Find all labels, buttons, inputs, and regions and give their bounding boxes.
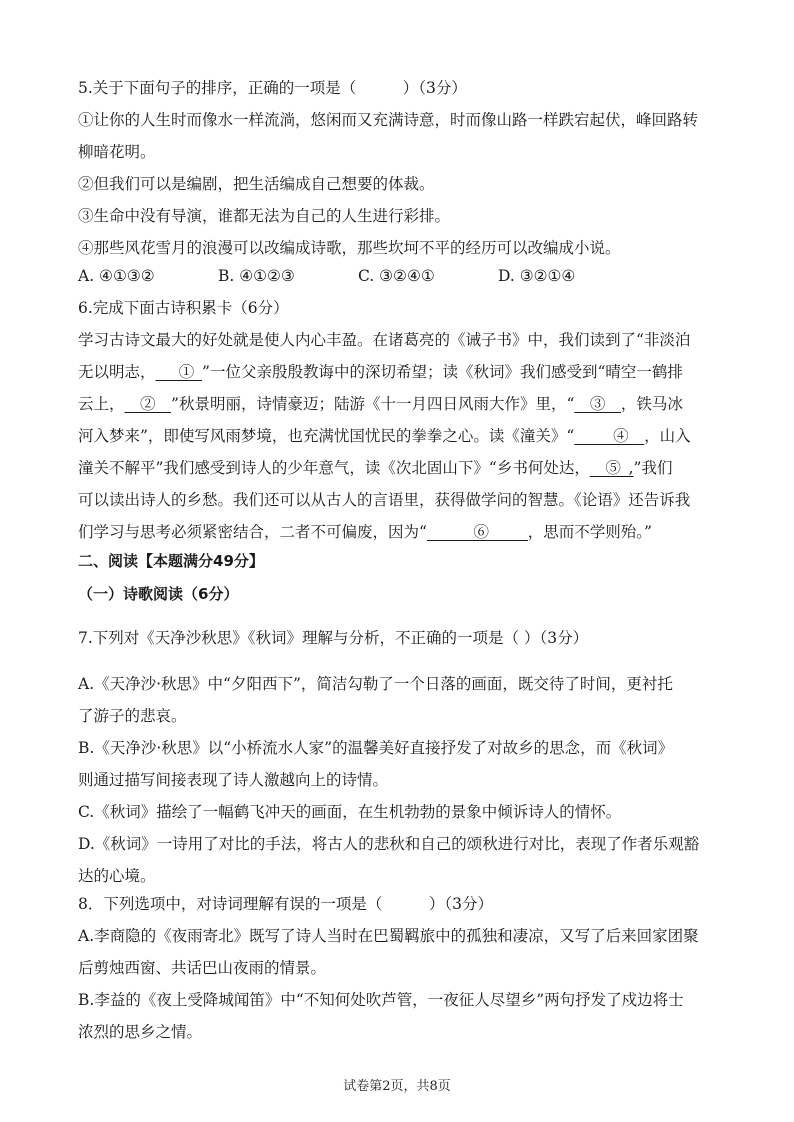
q7-option-d[interactable]: D.《秋词》一诗用了对比的手法，将古人的悲秋和自己的颂秋进行对比，表现了作者乐观豁 <box>78 835 700 853</box>
q6-stem: 6.完成下面古诗积累卡（6分） <box>78 299 289 317</box>
q6-line-5 <box>78 458 672 478</box>
blank-2[interactable]: __②__ <box>124 395 172 413</box>
q6-line-7 <box>78 522 652 542</box>
blank-3[interactable]: __③__ <box>574 395 621 413</box>
q6-text: ”一位父亲殷殷教诲中的深切希望；读《秋词》我们感受到“晴空一鹤排 <box>202 363 683 381</box>
q8-option-a[interactable]: A.李商隐的《夜雨寄北》既写了诗人当时在巴蜀羁旅中的孤独和凄凉，又写了后来回家团聚 <box>78 927 699 945</box>
q5-sentence-4: ④那些风花雪月的浪漫可以改编成诗歌，那些坎坷不平的经历可以改编成小说。 <box>78 239 621 257</box>
blank-4[interactable]: _____④__ <box>574 427 645 445</box>
q8-stem: 8．下列选项中，对诗词理解有误的一项是（ ）（3分） <box>78 895 493 913</box>
blank-6[interactable]: ______⑥_____ <box>426 523 528 541</box>
q5-options <box>78 266 575 286</box>
q7-option-c[interactable]: C.《秋词》描绘了一幅鹤飞冲天的画面，在生机勃勃的景象中倾诉诗人的情怀。 <box>78 803 622 821</box>
q5-sentence-2: ②但我们可以是编剧，把生活编成自己想要的体裁。 <box>78 175 435 193</box>
q5-sentence-1: ①让你的人生时而像水一样流淌，悠闲而又充满诗意，时而像山路一样跌宕起伏，峰回路转 <box>78 111 699 129</box>
q6-text: ”我们 <box>633 459 673 477</box>
q7-option-b-cont: 则通过描写间接表现了诗人激越向上的诗情。 <box>78 771 389 789</box>
subsection-title: （一）诗歌阅读（6分） <box>78 585 239 603</box>
q6-line-2 <box>78 362 683 382</box>
blank-1[interactable]: ___①_ <box>155 363 203 381</box>
q6-line-3 <box>78 394 683 414</box>
q6-line-6: 可以读出诗人的乡愁。我们还可以从古人的言语里，获得做学问的智慧。《论语》还告诉我 <box>78 491 691 509</box>
blank-5[interactable]: __⑤_, <box>589 459 634 477</box>
q6-line-4 <box>78 426 691 446</box>
q6-text: 无以明志， <box>78 363 156 381</box>
q5-sentence-1-cont: 柳暗花明。 <box>78 143 156 161</box>
q8-option-b[interactable]: B.李益的《夜上受降城闻笛》中“不知何处吹芦管，一夜征人尽望乡”两句抒发了戍边将士 <box>78 991 684 1009</box>
q5-option-d[interactable]: D. ③②①④ <box>498 267 576 285</box>
q5-option-c[interactable]: C. ③②④① <box>358 267 435 285</box>
section-title: 二、阅读【本题满分49分】 <box>78 552 264 570</box>
q6-text: ，思而不学则殆。” <box>527 523 652 541</box>
q8-option-a-cont: 后剪烛西窗、共话巴山夜雨的情景。 <box>78 959 327 977</box>
q6-text: 河入梦来”，即使写风雨梦境，也充满忧国忧民的拳拳之心。读《潼关》“ <box>78 427 575 445</box>
q6-text: 们学习与思考必须紧密结合，二者不可偏废，因为“ <box>78 523 427 541</box>
q5-sentence-3: ③生命中没有导演，谁都无法为自己的人生进行彩排。 <box>78 207 451 225</box>
q6-text: 潼关不解平”我们感受到诗人的少年意气，读《次北固山下》“乡书何处达， <box>78 459 590 477</box>
q6-text: ，铁马冰 <box>620 395 683 413</box>
q6-text: ，山入 <box>644 427 691 445</box>
q5-option-a[interactable]: A. ④①③② <box>78 267 155 285</box>
q6-text: 云上， <box>78 395 125 413</box>
q5-option-b[interactable]: B. ④①②③ <box>218 267 295 285</box>
q6-text: ”秋景明丽，诗情豪迈；陆游《十一月四日风雨大作》里，“ <box>171 395 575 413</box>
q7-option-a[interactable]: A.《天净沙·秋思》中“夕阳西下”，简洁勾勒了一个日落的画面，既交待了时间，更衬托 <box>78 675 673 693</box>
q7-option-d-cont: 达的心境。 <box>78 867 156 885</box>
q7-option-b[interactable]: B.《天净沙·秋思》以“小桥流水人家”的温馨美好直接抒发了对故乡的思念，而《秋词》 <box>78 739 674 757</box>
q6-line-1: 学习古诗文最大的好处就是使人内心丰盈。在诸葛亮的《诫子书》中，我们读到了“非淡泊 <box>78 331 691 349</box>
q7-option-a-cont: 了游子的悲哀。 <box>78 707 187 725</box>
q5-stem: 5.关于下面句子的排序，正确的一项是（ ）（3分） <box>78 79 467 97</box>
q8-option-b-cont: 浓烈的思乡之情。 <box>78 1023 203 1041</box>
page-footer: 试卷第2页，共8页 <box>343 1079 451 1094</box>
q7-stem: 7.下列对《天净沙秋思》《秋词》理解与分析，不正确的一项是（ ）（3分） <box>78 629 589 647</box>
